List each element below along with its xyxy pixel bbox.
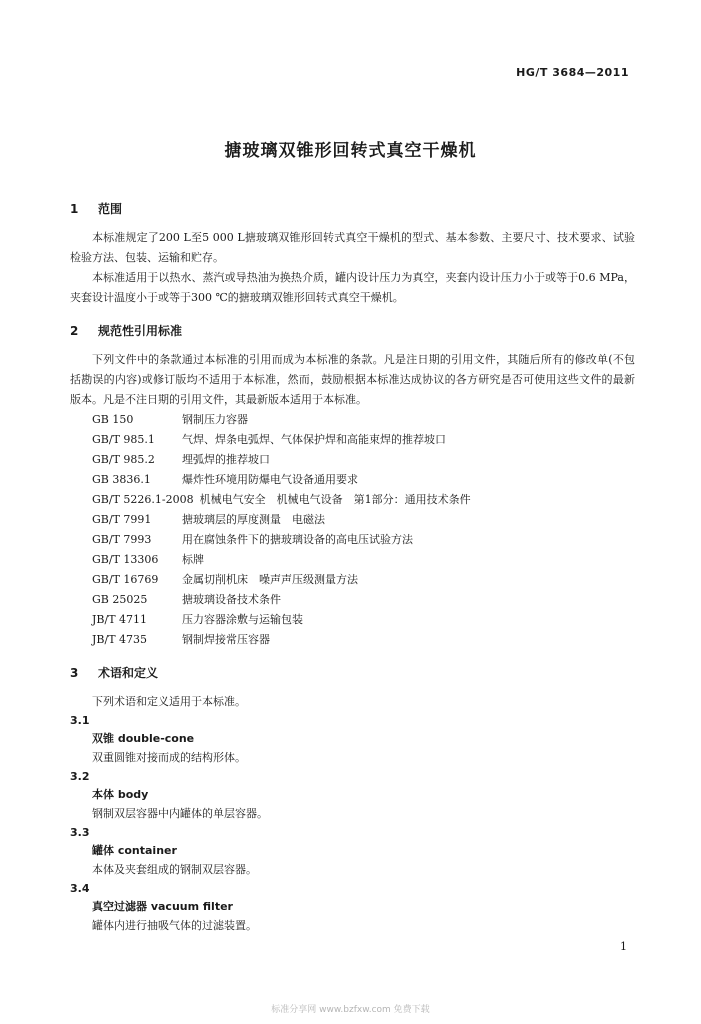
normative-intro: 下列文件中的条款通过本标准的引用而成为本标准的条款。凡是注日期的引用文件，其随后所有的修改单(不包括勘误的内容)或修订版均不适用于本标准，然而，鼓励根据本标准达成协议的各方研究是否可使用这些文件的最新版本。凡是不注日期的引用文件，其最新版本适用于本标准。	[70, 353, 635, 406]
reference-code: GB 3836.1	[92, 473, 151, 486]
reference-item	[70, 490, 635, 510]
section-title: 范围	[98, 202, 123, 216]
page-number: 1	[620, 940, 627, 953]
term-entry	[70, 880, 635, 936]
term-entry	[70, 824, 635, 880]
reference-title: 搪玻璃设备技术条件	[182, 593, 281, 606]
section-title: 规范性引用标准	[98, 324, 183, 338]
term-entry	[70, 768, 635, 824]
reference-code: JB/T 4711	[92, 613, 148, 626]
reference-code: GB/T 985.2	[92, 453, 155, 466]
reference-title: 搪玻璃层的厚度测量 电磁法	[182, 513, 325, 526]
scope-paragraph: 本标准适用于以热水、蒸汽或导热油为换热介质，罐内设计压力为真空，夹套内设计压力小于或等于0.6 MPa，夹套设计温度小于或等于300 ℃的搪玻璃双锥形回转式真空干燥机。	[70, 271, 635, 304]
reference-code: JB/T 4735	[92, 633, 148, 646]
reference-item	[70, 570, 635, 590]
reference-title: 标牌	[182, 553, 204, 566]
reference-code: GB/T 7993	[92, 533, 152, 546]
term-number: 3.3	[70, 826, 90, 839]
reference-item	[70, 470, 635, 490]
term-name: 罐体 container	[92, 844, 177, 857]
reference-title: 机械电气安全 机械电气设备 第1部分：通用技术条件	[199, 493, 471, 506]
term-name: 本体 body	[92, 788, 149, 801]
reference-item	[70, 550, 635, 570]
standard-code: HG/T 3684—2011	[516, 66, 629, 79]
reference-title: 用在腐蚀条件下的搪玻璃设备的高电压试验方法	[182, 533, 413, 546]
section-title: 术语和定义	[98, 666, 159, 680]
reference-title: 钢制焊接常压容器	[182, 633, 270, 646]
reference-item	[70, 510, 635, 530]
reference-code: GB/T 7991	[92, 513, 152, 526]
reference-item	[70, 410, 635, 430]
reference-title: 钢制压力容器	[182, 413, 248, 426]
reference-title: 气焊、焊条电弧焊、气体保护焊和高能束焊的推荐坡口	[182, 433, 446, 446]
reference-title: 埋弧焊的推荐坡口	[182, 453, 270, 466]
scope-paragraph: 本标准规定了200 L至5 000 L搪玻璃双锥形回转式真空干燥机的型式、基本参数、主要尺寸、技术要求、试验检验方法、包装、运输和贮存。	[70, 231, 635, 264]
reference-item	[70, 450, 635, 470]
watermark-text: 标准分享网 www.bzfxw.com 免费下载	[271, 1005, 430, 1015]
reference-code: GB/T 5226.1-2008	[92, 493, 194, 506]
terms-intro: 下列术语和定义适用于本标准。	[92, 695, 246, 708]
reference-code: GB/T 16769	[92, 573, 159, 586]
reference-list	[70, 410, 635, 650]
document-body	[70, 200, 635, 936]
term-definition: 钢制双层容器中内罐体的单层容器。	[92, 807, 268, 820]
section-heading-scope	[70, 200, 635, 218]
section-number: 2	[70, 324, 79, 338]
term-number: 3.1	[70, 714, 90, 727]
reference-title: 金属切削机床 噪声声压级测量方法	[182, 573, 358, 586]
document-title: 搪玻璃双锥形回转式真空干燥机	[224, 141, 477, 161]
reference-item	[70, 430, 635, 450]
reference-item	[70, 630, 635, 650]
term-entry	[70, 712, 635, 768]
reference-code: GB/T 985.1	[92, 433, 155, 446]
term-number: 3.4	[70, 882, 90, 895]
reference-item	[70, 610, 635, 630]
section-number: 3	[70, 666, 79, 680]
section-heading-terms	[70, 664, 635, 682]
reference-item	[70, 590, 635, 610]
term-definition: 罐体内进行抽吸气体的过滤装置。	[92, 919, 257, 932]
section-number: 1	[70, 202, 79, 216]
reference-code: GB/T 13306	[92, 553, 159, 566]
term-definition: 双重圆锥对接而成的结构形体。	[92, 751, 246, 764]
reference-item	[70, 530, 635, 550]
reference-code: GB 25025	[92, 593, 148, 606]
term-name: 真空过滤器 vacuum filter	[92, 900, 233, 913]
term-number: 3.2	[70, 770, 90, 783]
term-definition: 本体及夹套组成的钢制双层容器。	[92, 863, 257, 876]
reference-code: GB 150	[92, 413, 134, 426]
term-name: 双锥 double-cone	[92, 732, 195, 745]
reference-title: 压力容器涂敷与运输包装	[182, 613, 303, 626]
section-heading-normative	[70, 322, 635, 340]
reference-title: 爆炸性环境用防爆电气设备通用要求	[182, 473, 358, 486]
